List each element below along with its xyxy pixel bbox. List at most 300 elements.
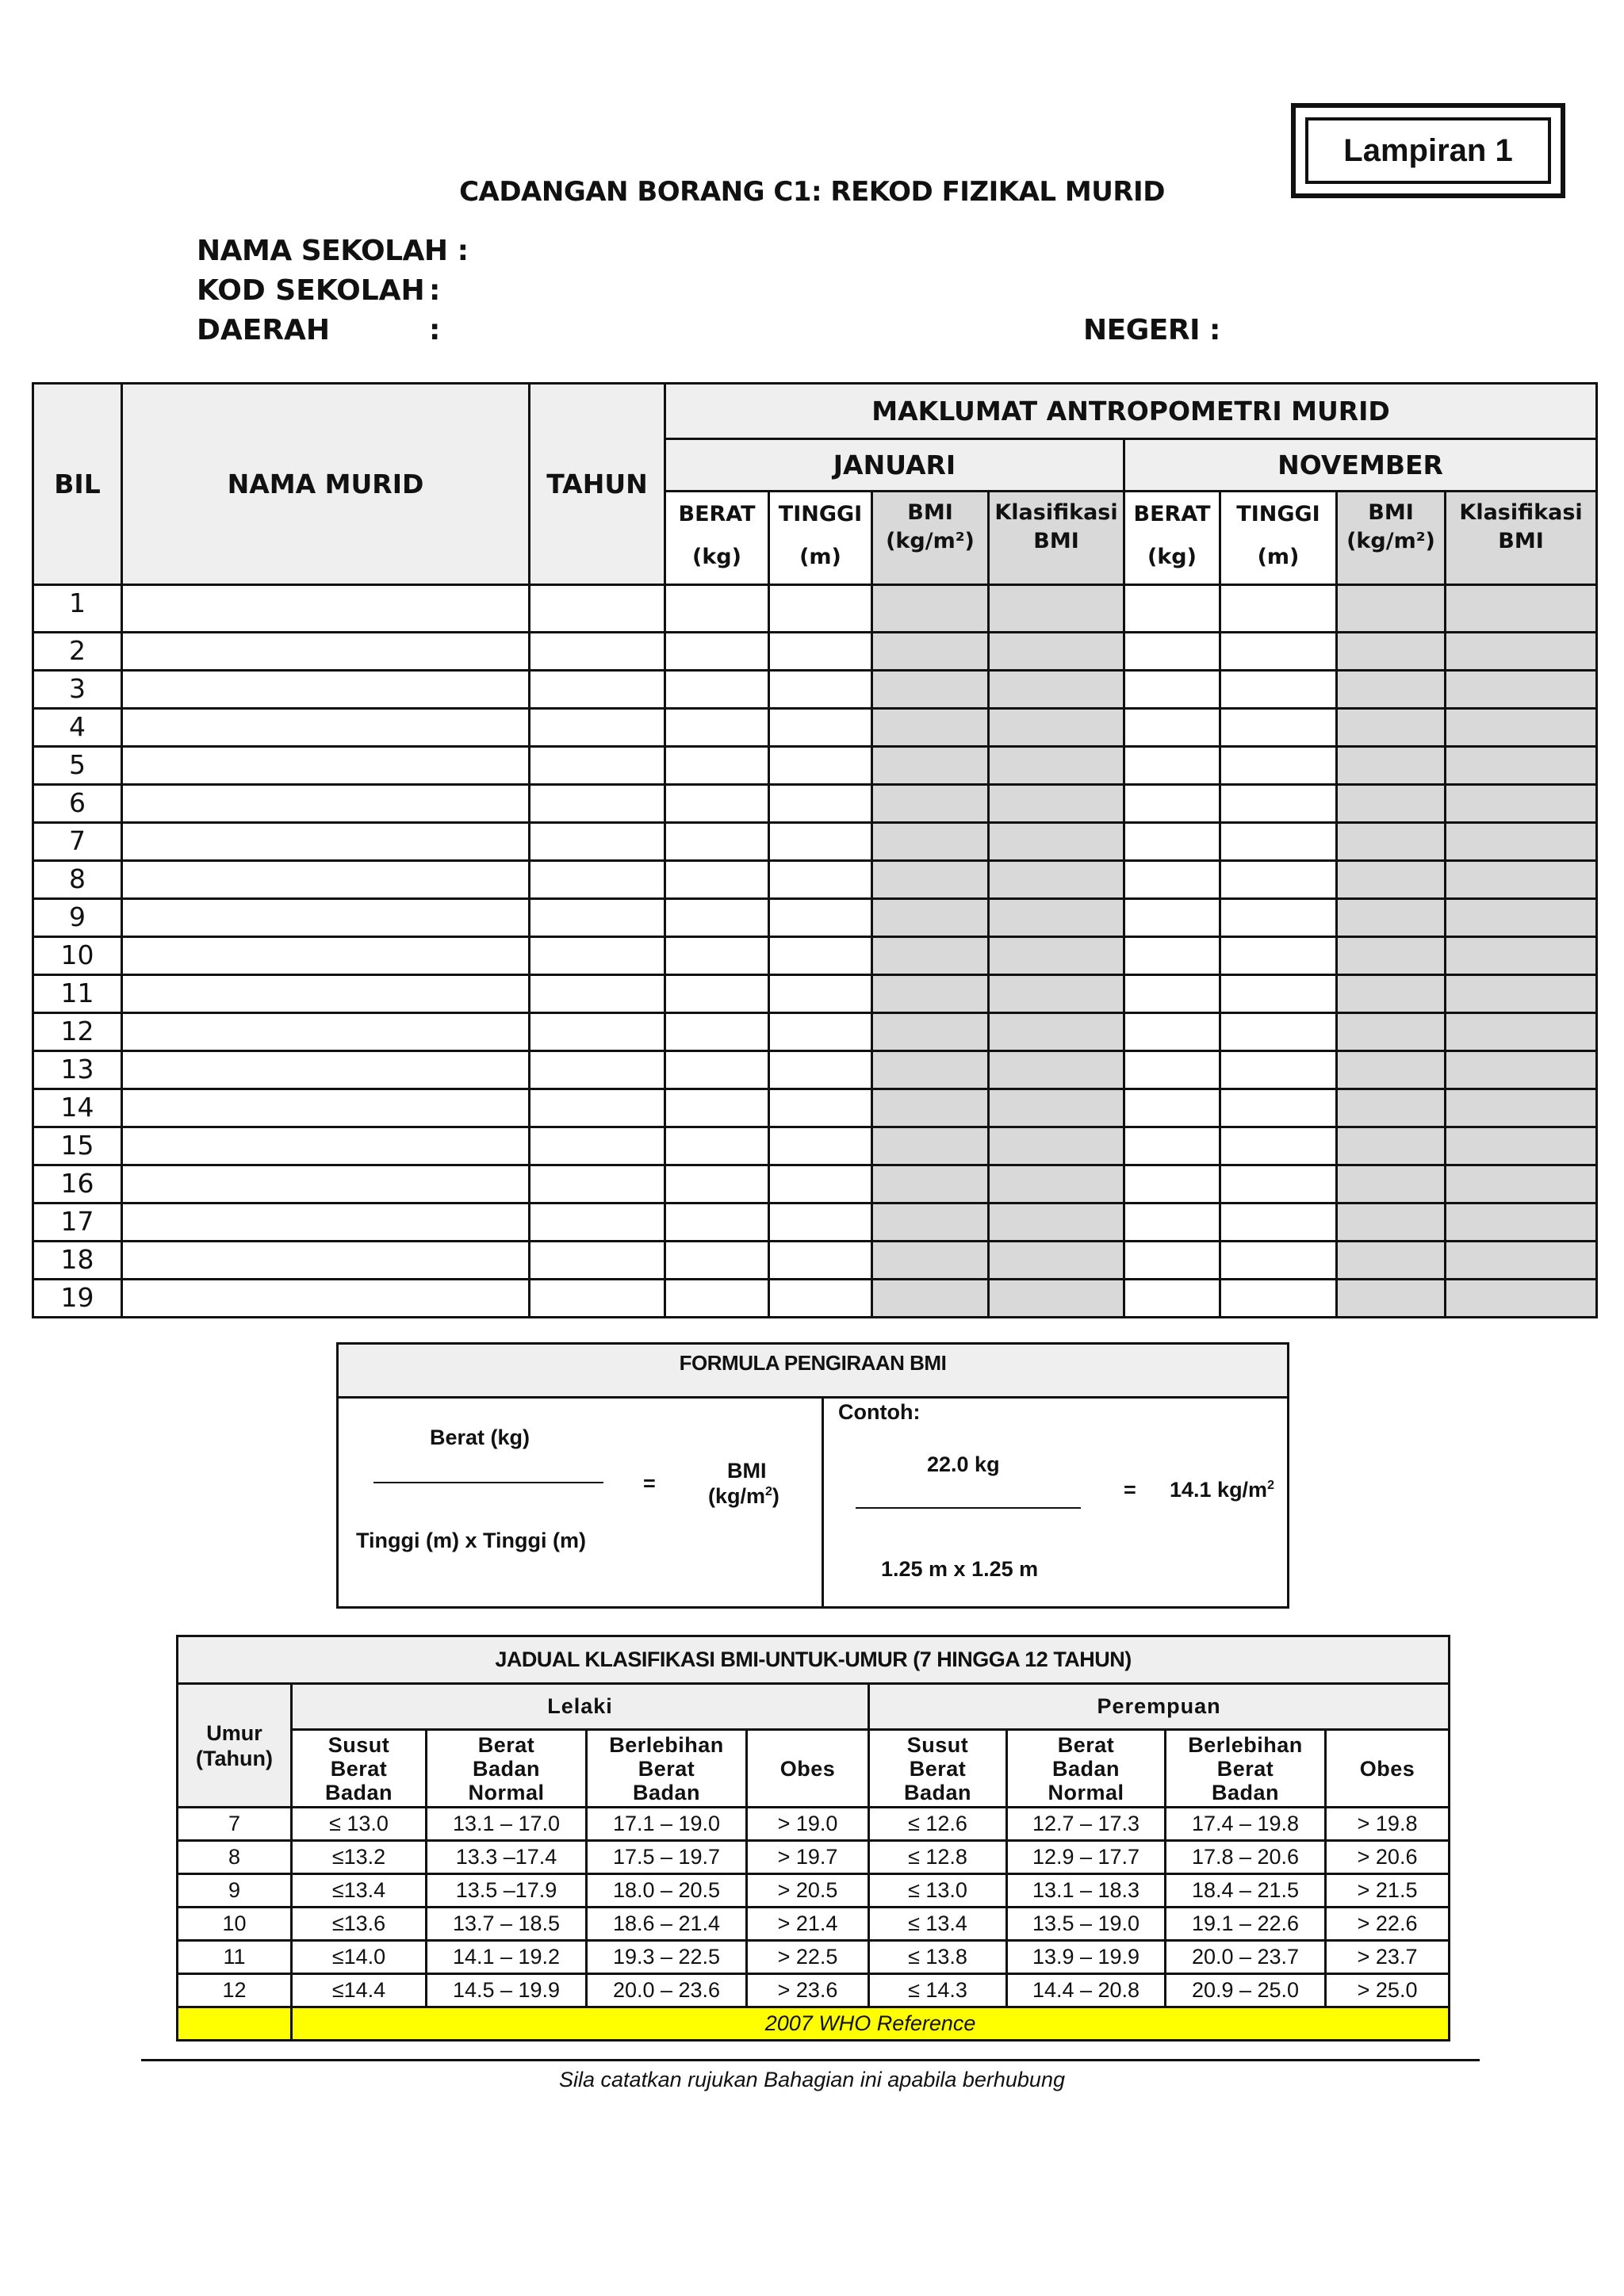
entry-cell[interactable] xyxy=(1124,1242,1220,1280)
entry-cell[interactable] xyxy=(122,1280,530,1318)
entry-cell[interactable] xyxy=(122,975,530,1013)
entry-cell[interactable] xyxy=(872,1127,989,1165)
entry-cell[interactable] xyxy=(1337,975,1446,1013)
entry-cell[interactable] xyxy=(530,585,665,633)
table-row xyxy=(33,899,1597,937)
entry-cell[interactable] xyxy=(989,1242,1124,1280)
entry-cell[interactable] xyxy=(1446,747,1597,785)
entry-cell[interactable] xyxy=(1337,1203,1446,1242)
formula-numerator: Berat (kg) xyxy=(430,1425,530,1449)
nama-sekolah-label: NAMA SEKOLAH : xyxy=(197,235,469,267)
entry-cell[interactable] xyxy=(1337,1013,1446,1051)
entry-cell[interactable] xyxy=(769,1203,872,1242)
entry-cell[interactable] xyxy=(1337,899,1446,937)
antropometri-header: MAKLUMAT ANTROPOMETRI MURID xyxy=(665,384,1597,439)
entry-cell[interactable] xyxy=(665,1089,769,1127)
range-cell: ≤ 13.0 xyxy=(292,1808,427,1841)
row-number: 9 xyxy=(33,899,122,937)
table-row xyxy=(33,671,1597,709)
table-row xyxy=(33,1165,1597,1203)
entry-cell[interactable] xyxy=(872,709,989,747)
entry-cell[interactable] xyxy=(989,1051,1124,1089)
entry-cell[interactable] xyxy=(989,785,1124,823)
range-cell: 17.4 – 19.8 xyxy=(1166,1808,1326,1841)
entry-cell[interactable] xyxy=(1220,747,1337,785)
entry-cell[interactable] xyxy=(872,785,989,823)
entry-cell[interactable] xyxy=(769,1280,872,1318)
range-cell: 13.3 –17.4 xyxy=(427,1841,587,1874)
entry-cell[interactable] xyxy=(1220,899,1337,937)
age-cell: 11 xyxy=(178,1941,292,1974)
table-row xyxy=(33,633,1597,671)
entry-cell[interactable] xyxy=(665,671,769,709)
footer-rule xyxy=(141,2059,1480,2061)
entry-cell[interactable] xyxy=(1446,709,1597,747)
entry-cell[interactable] xyxy=(1446,937,1597,975)
entry-cell[interactable] xyxy=(1124,1013,1220,1051)
entry-cell[interactable] xyxy=(989,1165,1124,1203)
entry-cell[interactable] xyxy=(122,861,530,899)
entry-cell[interactable] xyxy=(530,671,665,709)
entry-cell[interactable] xyxy=(1446,1165,1597,1203)
entry-cell[interactable] xyxy=(872,975,989,1013)
table-row xyxy=(33,747,1597,785)
entry-cell[interactable] xyxy=(872,1089,989,1127)
entry-cell[interactable] xyxy=(122,633,530,671)
entry-cell[interactable] xyxy=(769,785,872,823)
range-cell: > 19.7 xyxy=(747,1841,869,1874)
table-row xyxy=(33,975,1597,1013)
range-cell: > 23.7 xyxy=(1326,1941,1450,1974)
entry-cell[interactable] xyxy=(1220,785,1337,823)
januari-header: JANUARI xyxy=(665,439,1124,492)
entry-cell[interactable] xyxy=(769,899,872,937)
entry-cell[interactable] xyxy=(872,1242,989,1280)
range-cell: > 20.5 xyxy=(747,1874,869,1908)
entry-cell[interactable] xyxy=(1124,1051,1220,1089)
entry-cell[interactable] xyxy=(1124,633,1220,671)
entry-cell[interactable] xyxy=(665,1127,769,1165)
entry-cell[interactable] xyxy=(122,899,530,937)
entry-cell[interactable] xyxy=(1446,785,1597,823)
entry-cell[interactable] xyxy=(530,899,665,937)
negeri-label: NEGERI : xyxy=(1083,314,1220,346)
entry-cell[interactable] xyxy=(1446,899,1597,937)
range-cell: > 22.6 xyxy=(1326,1908,1450,1941)
range-cell: 14.5 – 19.9 xyxy=(427,1974,587,2007)
entry-cell[interactable] xyxy=(769,585,872,633)
range-cell: > 19.0 xyxy=(747,1808,869,1841)
entry-cell[interactable] xyxy=(530,1051,665,1089)
entry-cell[interactable] xyxy=(1337,1165,1446,1203)
table-row xyxy=(33,823,1597,861)
reference-row xyxy=(178,2007,1450,2041)
entry-cell[interactable] xyxy=(1446,1013,1597,1051)
entry-cell[interactable] xyxy=(769,1013,872,1051)
entry-cell[interactable] xyxy=(530,633,665,671)
entry-cell[interactable] xyxy=(872,1280,989,1318)
table-row xyxy=(33,1051,1597,1089)
entry-cell[interactable] xyxy=(769,633,872,671)
range-cell: > 21.4 xyxy=(747,1908,869,1941)
entry-cell[interactable] xyxy=(1220,633,1337,671)
entry-cell[interactable] xyxy=(1124,1127,1220,1165)
entry-cell[interactable] xyxy=(1446,1127,1597,1165)
range-cell: 18.4 – 21.5 xyxy=(1166,1874,1326,1908)
entry-cell[interactable] xyxy=(1220,1127,1337,1165)
daerah-label: DAERAH xyxy=(197,314,331,346)
entry-cell[interactable] xyxy=(769,1165,872,1203)
age-cell: 7 xyxy=(178,1808,292,1841)
entry-cell[interactable] xyxy=(872,633,989,671)
range-cell: 19.1 – 22.6 xyxy=(1166,1908,1326,1941)
entry-cell[interactable] xyxy=(1446,861,1597,899)
entry-cell[interactable] xyxy=(1337,1127,1446,1165)
entry-cell[interactable] xyxy=(1337,709,1446,747)
range-cell: 17.8 – 20.6 xyxy=(1166,1841,1326,1874)
range-cell: ≤ 13.0 xyxy=(869,1874,1007,1908)
formula-result-unit: $(kg/m^2)$ xyxy=(708,1484,779,1508)
entry-cell[interactable] xyxy=(1446,1089,1597,1127)
classification-row xyxy=(178,1941,1450,1974)
range-cell: 13.1 – 17.0 xyxy=(427,1808,587,1841)
table-row xyxy=(33,1089,1597,1127)
entry-cell[interactable] xyxy=(1220,1280,1337,1318)
row-number: 8 xyxy=(33,861,122,899)
entry-cell[interactable] xyxy=(1124,1280,1220,1318)
entry-cell[interactable] xyxy=(665,785,769,823)
entry-cell[interactable] xyxy=(1446,671,1597,709)
bmi-classification-table xyxy=(176,1635,1450,2042)
entry-cell[interactable] xyxy=(665,1280,769,1318)
entry-cell[interactable] xyxy=(122,1013,530,1051)
range-cell: 17.1 – 19.0 xyxy=(587,1808,747,1841)
entry-cell[interactable] xyxy=(989,1127,1124,1165)
entry-cell[interactable] xyxy=(872,1203,989,1242)
entry-cell[interactable] xyxy=(769,975,872,1013)
range-cell: > 25.0 xyxy=(1326,1974,1450,2007)
entry-cell[interactable] xyxy=(1124,937,1220,975)
entry-cell[interactable] xyxy=(665,861,769,899)
entry-cell[interactable] xyxy=(122,709,530,747)
entry-cell[interactable] xyxy=(1446,975,1597,1013)
entry-cell[interactable] xyxy=(1337,1051,1446,1089)
entry-cell[interactable] xyxy=(530,1280,665,1318)
age-cell: 10 xyxy=(178,1908,292,1941)
entry-cell[interactable] xyxy=(665,1165,769,1203)
classification-row xyxy=(178,1908,1450,1941)
row-number: 18 xyxy=(33,1242,122,1280)
entry-cell[interactable] xyxy=(1337,1280,1446,1318)
entry-cell[interactable] xyxy=(122,823,530,861)
entry-cell[interactable] xyxy=(530,937,665,975)
kod-sekolah-colon: : xyxy=(429,274,441,307)
entry-cell[interactable] xyxy=(122,671,530,709)
row-number: 5 xyxy=(33,747,122,785)
lelaki-header: Lelaki xyxy=(292,1684,869,1730)
lelaki-column-header: Berat Badan Normal xyxy=(427,1730,587,1808)
range-cell: 18.0 – 20.5 xyxy=(587,1874,747,1908)
entry-cell[interactable] xyxy=(665,1203,769,1242)
entry-cell[interactable] xyxy=(122,747,530,785)
entry-cell[interactable] xyxy=(1220,823,1337,861)
entry-cell[interactable] xyxy=(1337,785,1446,823)
entry-cell[interactable] xyxy=(1124,585,1220,633)
entry-cell[interactable] xyxy=(122,1203,530,1242)
entry-cell[interactable] xyxy=(1337,861,1446,899)
entry-cell[interactable] xyxy=(122,785,530,823)
entry-cell[interactable] xyxy=(769,671,872,709)
range-cell: ≤13.6 xyxy=(292,1908,427,1941)
range-cell: > 23.6 xyxy=(747,1974,869,2007)
classification-title: JADUAL KLASIFIKASI BMI-UNTUK-UMUR (7 HINGGA 12 TAHUN) xyxy=(178,1636,1450,1684)
age-cell: 9 xyxy=(178,1874,292,1908)
entry-cell[interactable] xyxy=(1124,671,1220,709)
row-number: 11 xyxy=(33,975,122,1013)
range-cell: 12.9 – 17.7 xyxy=(1007,1841,1166,1874)
classification-row xyxy=(178,1841,1450,1874)
row-number: 13 xyxy=(33,1051,122,1089)
bmi-formula-box xyxy=(336,1342,1289,1609)
entry-cell[interactable] xyxy=(665,823,769,861)
table-row xyxy=(33,1127,1597,1165)
entry-cell[interactable] xyxy=(1220,1203,1337,1242)
entry-cell[interactable] xyxy=(530,975,665,1013)
range-cell: > 19.8 xyxy=(1326,1808,1450,1841)
entry-cell[interactable] xyxy=(769,1127,872,1165)
entry-cell[interactable] xyxy=(1337,671,1446,709)
entry-cell[interactable] xyxy=(665,709,769,747)
table-row xyxy=(33,1280,1597,1318)
entry-cell[interactable] xyxy=(1124,823,1220,861)
entry-cell[interactable] xyxy=(769,937,872,975)
row-number: 4 xyxy=(33,709,122,747)
row-number: 1 xyxy=(33,585,122,633)
entry-cell[interactable] xyxy=(769,861,872,899)
entry-cell[interactable] xyxy=(989,1203,1124,1242)
entry-cell[interactable] xyxy=(1446,1242,1597,1280)
entry-cell[interactable] xyxy=(1124,1165,1220,1203)
range-cell: ≤ 13.4 xyxy=(869,1908,1007,1941)
entry-cell[interactable] xyxy=(1220,861,1337,899)
kod-sekolah-label: KOD SEKOLAH xyxy=(197,274,425,307)
range-cell: 20.0 – 23.6 xyxy=(587,1974,747,2007)
entry-cell[interactable] xyxy=(872,1013,989,1051)
entry-cell[interactable] xyxy=(989,1280,1124,1318)
entry-cell[interactable] xyxy=(1337,823,1446,861)
range-cell: 13.1 – 18.3 xyxy=(1007,1874,1166,1908)
entry-cell[interactable] xyxy=(665,975,769,1013)
entry-cell[interactable] xyxy=(1220,1013,1337,1051)
range-cell: 19.3 – 22.5 xyxy=(587,1941,747,1974)
example-result: 14.1 $kg/m^2$ xyxy=(1170,1478,1274,1502)
entry-cell[interactable] xyxy=(989,861,1124,899)
november-header: NOVEMBER xyxy=(1124,439,1597,492)
age-cell: 8 xyxy=(178,1841,292,1874)
range-cell: 13.5 –17.9 xyxy=(427,1874,587,1908)
range-cell: ≤14.0 xyxy=(292,1941,427,1974)
entry-cell[interactable] xyxy=(1220,1051,1337,1089)
entry-cell[interactable] xyxy=(122,1051,530,1089)
entry-cell[interactable] xyxy=(122,1242,530,1280)
entry-cell[interactable] xyxy=(1124,861,1220,899)
entry-cell[interactable] xyxy=(989,709,1124,747)
entry-cell[interactable] xyxy=(1337,1089,1446,1127)
table-row xyxy=(33,709,1597,747)
classification-row xyxy=(178,1874,1450,1908)
table-row xyxy=(33,861,1597,899)
perempuan-column-header: Susut Berat Badan xyxy=(869,1730,1007,1808)
entry-cell[interactable] xyxy=(989,671,1124,709)
perempuan-header: Perempuan xyxy=(869,1684,1450,1730)
entry-cell[interactable] xyxy=(530,861,665,899)
entry-cell[interactable] xyxy=(989,633,1124,671)
row-number: 7 xyxy=(33,823,122,861)
formula-divider xyxy=(822,1399,824,1609)
entry-cell[interactable] xyxy=(530,1089,665,1127)
example-label: Contoh: xyxy=(838,1400,921,1424)
age-cell: 12 xyxy=(178,1974,292,2007)
entry-cell[interactable] xyxy=(989,823,1124,861)
jan-bmi-header: BMI (kg/m²) xyxy=(872,492,989,585)
entry-cell[interactable] xyxy=(1124,899,1220,937)
entry-cell[interactable] xyxy=(872,823,989,861)
range-cell: 13.5 – 19.0 xyxy=(1007,1908,1166,1941)
entry-cell[interactable] xyxy=(1124,747,1220,785)
entry-cell[interactable] xyxy=(530,1242,665,1280)
entry-cell[interactable] xyxy=(665,937,769,975)
entry-cell[interactable] xyxy=(1446,1280,1597,1318)
entry-cell[interactable] xyxy=(1124,785,1220,823)
entry-cell[interactable] xyxy=(665,747,769,785)
student-record-table xyxy=(32,382,1598,1318)
entry-cell[interactable] xyxy=(872,747,989,785)
entry-cell[interactable] xyxy=(122,1165,530,1203)
nov-klasifikasi-header: Klasifikasi BMI xyxy=(1446,492,1597,585)
nov-bmi-header: BMI (kg/m²) xyxy=(1337,492,1446,585)
entry-cell[interactable] xyxy=(872,1165,989,1203)
range-cell: ≤13.4 xyxy=(292,1874,427,1908)
entry-cell[interactable] xyxy=(530,785,665,823)
entry-cell[interactable] xyxy=(1124,1203,1220,1242)
entry-cell[interactable] xyxy=(530,1013,665,1051)
entry-cell[interactable] xyxy=(872,1051,989,1089)
entry-cell[interactable] xyxy=(530,1165,665,1203)
entry-cell[interactable] xyxy=(1220,585,1337,633)
entry-cell[interactable] xyxy=(989,899,1124,937)
classification-row xyxy=(178,1808,1450,1841)
entry-cell[interactable] xyxy=(1337,1242,1446,1280)
nov-tinggi-header: TINGGI (m) xyxy=(1220,492,1337,585)
range-cell: 12.7 – 17.3 xyxy=(1007,1808,1166,1841)
entry-cell[interactable] xyxy=(530,1203,665,1242)
row-number: 12 xyxy=(33,1013,122,1051)
perempuan-column-header: Obes xyxy=(1326,1730,1450,1808)
entry-cell[interactable] xyxy=(989,975,1124,1013)
entry-cell[interactable] xyxy=(665,1242,769,1280)
entry-cell[interactable] xyxy=(1220,1242,1337,1280)
entry-cell[interactable] xyxy=(989,1013,1124,1051)
entry-cell[interactable] xyxy=(1337,633,1446,671)
entry-cell[interactable] xyxy=(1124,709,1220,747)
entry-cell[interactable] xyxy=(1337,937,1446,975)
entry-cell[interactable] xyxy=(1220,1165,1337,1203)
entry-cell[interactable] xyxy=(769,747,872,785)
jan-klasifikasi-header: Klasifikasi BMI xyxy=(989,492,1124,585)
entry-cell[interactable] xyxy=(769,709,872,747)
entry-cell[interactable] xyxy=(1337,747,1446,785)
entry-cell[interactable] xyxy=(1220,937,1337,975)
entry-cell[interactable] xyxy=(1446,633,1597,671)
entry-cell[interactable] xyxy=(872,937,989,975)
range-cell: ≤ 12.6 xyxy=(869,1808,1007,1841)
entry-cell[interactable] xyxy=(872,585,989,633)
entry-cell[interactable] xyxy=(665,585,769,633)
entry-cell[interactable] xyxy=(989,1089,1124,1127)
entry-cell[interactable] xyxy=(122,937,530,975)
entry-cell[interactable] xyxy=(665,1013,769,1051)
range-cell: ≤ 14.3 xyxy=(869,1974,1007,2007)
entry-cell[interactable] xyxy=(1220,709,1337,747)
entry-cell[interactable] xyxy=(665,899,769,937)
entry-cell[interactable] xyxy=(1124,975,1220,1013)
entry-cell[interactable] xyxy=(872,899,989,937)
entry-cell[interactable] xyxy=(872,861,989,899)
perempuan-column-header: Berat Badan Normal xyxy=(1007,1730,1166,1808)
entry-cell[interactable] xyxy=(530,709,665,747)
entry-cell[interactable] xyxy=(1446,823,1597,861)
entry-cell[interactable] xyxy=(530,747,665,785)
entry-cell[interactable] xyxy=(769,1051,872,1089)
jan-tinggi-header: TINGGI (m) xyxy=(769,492,872,585)
who-reference: 2007 WHO Reference xyxy=(292,2007,1450,2041)
entry-cell[interactable] xyxy=(665,1051,769,1089)
entry-cell[interactable] xyxy=(1124,1089,1220,1127)
entry-cell[interactable] xyxy=(122,1127,530,1165)
entry-cell[interactable] xyxy=(872,671,989,709)
entry-cell[interactable] xyxy=(1220,1089,1337,1127)
entry-cell[interactable] xyxy=(989,747,1124,785)
entry-cell[interactable] xyxy=(1446,1203,1597,1242)
row-number: 3 xyxy=(33,671,122,709)
entry-cell[interactable] xyxy=(1337,585,1446,633)
entry-cell[interactable] xyxy=(769,823,872,861)
entry-cell[interactable] xyxy=(530,1127,665,1165)
range-cell: ≤ 12.8 xyxy=(869,1841,1007,1874)
range-cell: 14.1 – 19.2 xyxy=(427,1941,587,1974)
range-cell: 18.6 – 21.4 xyxy=(587,1908,747,1941)
range-cell: 13.9 – 19.9 xyxy=(1007,1941,1166,1974)
entry-cell[interactable] xyxy=(989,585,1124,633)
entry-cell[interactable] xyxy=(122,1089,530,1127)
row-number: 16 xyxy=(33,1165,122,1203)
entry-cell[interactable] xyxy=(769,1089,872,1127)
range-cell: > 22.5 xyxy=(747,1941,869,1974)
row-number: 6 xyxy=(33,785,122,823)
formula-equals: = xyxy=(643,1471,656,1495)
entry-cell[interactable] xyxy=(989,937,1124,975)
table-row xyxy=(33,937,1597,975)
entry-cell[interactable] xyxy=(769,1242,872,1280)
entry-cell[interactable] xyxy=(1220,671,1337,709)
entry-cell[interactable] xyxy=(122,585,530,633)
bil-header: BIL xyxy=(33,384,122,585)
entry-cell[interactable] xyxy=(1446,585,1597,633)
entry-cell[interactable] xyxy=(530,823,665,861)
entry-cell[interactable] xyxy=(1220,975,1337,1013)
entry-cell[interactable] xyxy=(665,633,769,671)
entry-cell[interactable] xyxy=(1446,1051,1597,1089)
